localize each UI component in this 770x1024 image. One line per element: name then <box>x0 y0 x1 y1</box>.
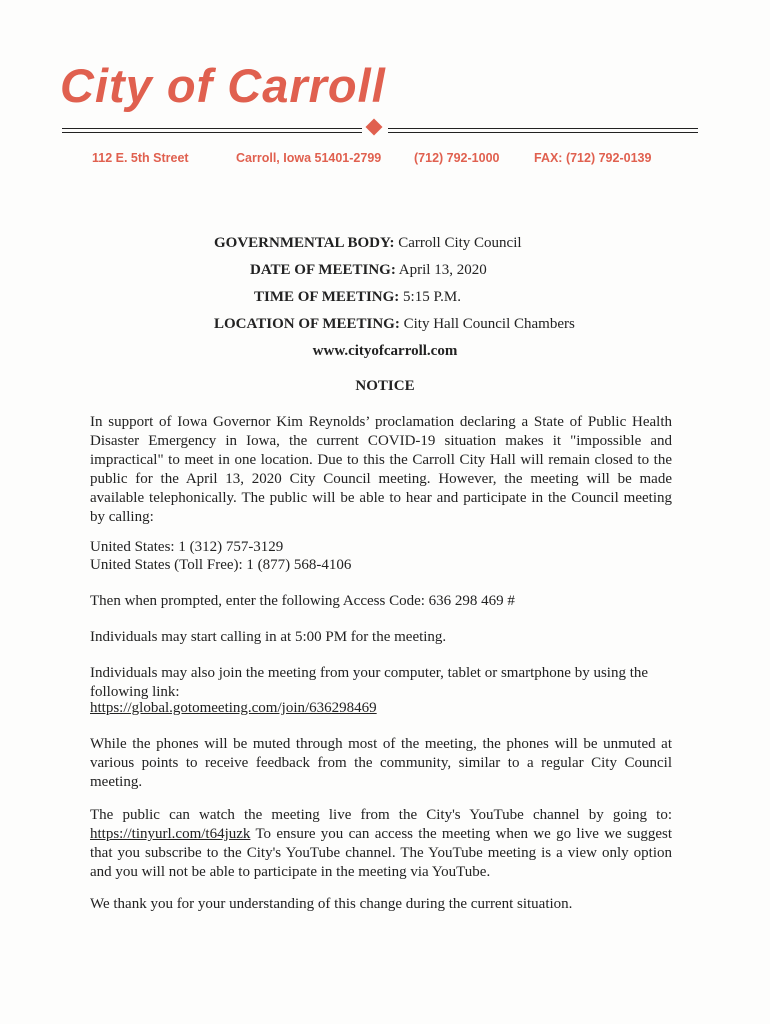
youtube-link[interactable]: https://tinyurl.com/t64juzk <box>90 826 251 842</box>
youtube-rest: To ensure you can access the meeting when we go live we suggest that you subscribe to the City's YouTube channel. The YouTube meeting is a view only option and you will not be able to participate in the meeting via YouTube. <box>90 826 672 880</box>
date-of-meeting-line <box>250 263 487 278</box>
date-label: DATE OF MEETING: <box>250 262 396 278</box>
youtube-intro: The public can watch the meeting live from the City's YouTube channel by going to: <box>90 807 672 823</box>
governmental-body-label: GOVERNMENTAL BODY: <box>214 235 395 251</box>
letterhead-contact <box>0 151 770 167</box>
location-of-meeting-line <box>214 317 575 332</box>
divider-line-right <box>388 128 698 133</box>
youtube-paragraph <box>90 806 672 882</box>
diamond-ornament-icon <box>366 119 383 136</box>
time-label: TIME OF MEETING: <box>254 289 400 305</box>
letterhead-divider <box>62 126 698 140</box>
governmental-body-line <box>214 236 522 251</box>
location-label: LOCATION OF MEETING: <box>214 316 400 332</box>
city-state-zip: Carroll, Iowa 51401-2799 <box>236 151 382 165</box>
date-value: April 13, 2020 <box>398 262 487 278</box>
start-time: Individuals may start calling in at 5:00 PM for the meeting. <box>90 629 447 645</box>
time-value: 5:15 P.M. <box>403 289 461 305</box>
city-logo: City of Carroll <box>60 59 386 112</box>
access-code: Then when prompted, enter the following Access Code: 636 298 469 # <box>90 593 515 609</box>
phone-toll-free: United States (Toll Free): 1 (877) 568-4106 <box>90 557 352 573</box>
fax: FAX: (712) 792-0139 <box>534 151 652 165</box>
notice-paragraph-intro: In support of Iowa Governor Kim Reynolds’ proclamation declaring a State of Public Health Disaster Emergency in Iowa, the current COVID-19 situation makes it "impossible and impractical" to meet in one location. Due to this the Carroll City Hall will remain closed to the public for the April 13, 2020 City Council meeting. However, the meeting will be made available telephonically. The public will be able to hear and participate in the Council meeting by calling: <box>90 414 672 525</box>
notice-heading: NOTICE <box>355 378 415 394</box>
phone: (712) 792-1000 <box>414 151 500 165</box>
muted-paragraph: While the phones will be muted through most of the meeting, the phones will be unmuted at various points to receive feedback from the community, similar to a regular City Council meeting. <box>90 736 672 790</box>
join-instructions: Individuals may also join the meeting from your computer, tablet or smartphone by using the following link: <box>90 665 649 700</box>
website[interactable]: www.cityofcarroll.com <box>312 343 458 359</box>
address: 112 E. 5th Street <box>92 151 189 165</box>
time-of-meeting-line <box>254 290 461 305</box>
phone-us: United States: 1 (312) 757-3129 <box>90 539 284 555</box>
thanks-line: We thank you for your understanding of this change during the current situation. <box>90 896 573 912</box>
location-value: City Hall Council Chambers <box>403 316 575 332</box>
gotomeeting-link[interactable]: https://global.gotomeeting.com/join/636298469 <box>90 700 377 716</box>
governmental-body-value: Carroll City Council <box>398 235 522 251</box>
divider-line-left <box>62 128 362 133</box>
